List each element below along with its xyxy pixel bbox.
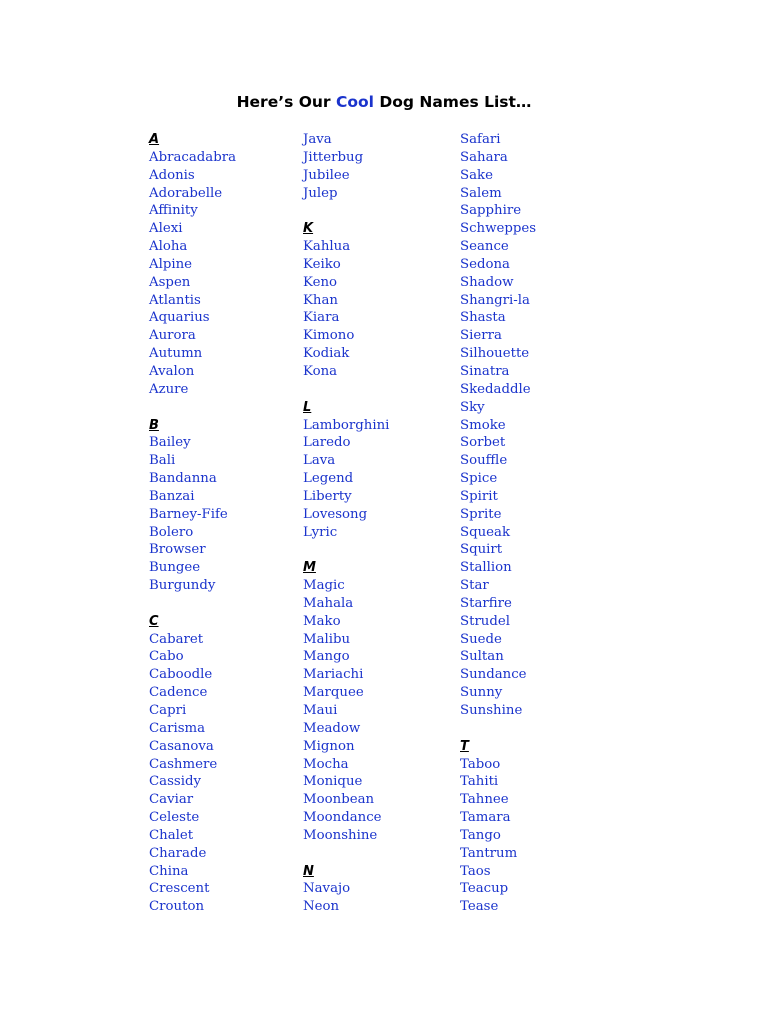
dog-name: Magic — [303, 578, 345, 594]
letter-heading: L — [303, 399, 312, 415]
dog-name: Keno — [303, 274, 338, 290]
letter-heading: N — [303, 863, 314, 879]
dog-name: Crouton — [149, 899, 205, 915]
dog-name: Stallion — [460, 560, 512, 576]
dog-name: Mango — [303, 649, 350, 665]
dog-name: Bali — [149, 453, 176, 469]
letter-group — [303, 131, 389, 202]
names-column-2 — [303, 131, 389, 916]
dog-name: Cabo — [149, 649, 184, 665]
dog-name: Julep — [303, 185, 338, 201]
dog-name: Tantrum — [460, 845, 518, 861]
dog-name: Capri — [149, 703, 187, 718]
dog-name: Silhouette — [460, 346, 530, 362]
dog-name: Navajo — [303, 881, 351, 897]
title-accent: Cool — [335, 93, 374, 111]
dog-name: Browser — [149, 542, 206, 558]
dog-name: Monique — [303, 774, 363, 790]
dog-name: Affinity — [149, 203, 198, 219]
dog-name: Suede — [460, 631, 502, 647]
letter-group — [460, 131, 536, 720]
dog-name: Bandanna — [149, 471, 217, 487]
dog-name: Tahnee — [460, 792, 509, 808]
dog-name: Liberty — [303, 488, 352, 504]
dog-name: Spice — [460, 471, 498, 487]
dog-name: Safari — [460, 132, 501, 147]
dog-name: Alexi — [149, 221, 183, 237]
dog-name: Atlantis — [149, 292, 201, 308]
dog-name: Teacup — [460, 881, 509, 897]
dog-name: Kahlua — [303, 239, 351, 255]
dog-name: Cadence — [149, 685, 208, 701]
letter-group — [149, 417, 236, 595]
dog-name: Khan — [303, 292, 338, 308]
dog-name: Lovesong — [303, 506, 368, 522]
letter-group — [303, 559, 389, 845]
dog-name: Tahiti — [460, 774, 499, 790]
letter-heading: A — [149, 132, 160, 147]
dog-name: Seance — [460, 239, 509, 255]
dog-name: Sprite — [460, 506, 502, 522]
title-suffix: Dog Names List… — [373, 93, 532, 111]
dog-name: Chalet — [149, 827, 194, 843]
dog-name: Aurora — [149, 328, 196, 344]
dog-name: Bungee — [149, 560, 201, 576]
dog-name: Casanova — [149, 738, 214, 754]
dog-name: Schweppes — [460, 221, 537, 237]
dog-name: Shangri-la — [460, 292, 530, 308]
dog-name: Salem — [460, 185, 502, 201]
title-prefix: Here’s Our — [236, 93, 336, 111]
dog-name: Taboo — [460, 756, 501, 772]
dog-name: Adonis — [149, 167, 195, 183]
dog-name: Meadow — [303, 720, 361, 736]
dog-name: Sinatra — [460, 363, 510, 379]
dog-name: Kimono — [303, 328, 355, 344]
dog-name: Sapphire — [460, 203, 522, 219]
dog-name: Shadow — [460, 274, 514, 290]
dog-name: Tango — [460, 827, 501, 843]
dog-name: Aloha — [149, 239, 188, 255]
dog-name: Sake — [460, 167, 493, 183]
dog-name: Maui — [303, 703, 338, 718]
dog-name: Laredo — [303, 435, 351, 451]
dog-name: Caboodle — [149, 667, 213, 683]
letter-heading: T — [460, 738, 469, 754]
dog-name: Sundance — [460, 667, 527, 683]
dog-name: Sunny — [460, 685, 503, 701]
dog-name: Strudel — [460, 613, 511, 629]
dog-name: Abracadabra — [149, 149, 237, 165]
dog-name: Squirt — [460, 542, 503, 558]
dog-name: Spirit — [460, 488, 498, 504]
dog-name: Lamborghini — [303, 417, 390, 433]
dog-name: China — [149, 863, 189, 879]
dog-name: Cashmere — [149, 756, 218, 772]
dog-name: Kona — [303, 363, 338, 379]
dog-name: Mahala — [303, 595, 354, 611]
dog-name: Caviar — [149, 792, 194, 808]
dog-name: Avalon — [149, 363, 195, 379]
dog-name: Kodiak — [303, 346, 350, 362]
dog-name: Banzai — [149, 488, 195, 504]
dog-name: Legend — [303, 471, 354, 487]
names-column-3 — [460, 131, 536, 916]
dog-name: Sahara — [460, 149, 508, 165]
dog-name: Taos — [460, 863, 491, 879]
dog-name: Aspen — [149, 274, 191, 290]
dog-name: Lyric — [303, 524, 338, 540]
dog-name: Kiara — [303, 310, 340, 326]
dog-name: Jitterbug — [303, 149, 364, 165]
dog-name: Sunshine — [460, 703, 523, 718]
dog-name: Java — [303, 132, 332, 147]
dog-name: Crescent — [149, 881, 210, 897]
dog-name: Malibu — [303, 631, 351, 647]
names-column-1 — [149, 131, 236, 916]
dog-name: Marquee — [303, 685, 364, 701]
letter-heading: M — [303, 560, 316, 576]
dog-name: Star — [460, 578, 489, 594]
dog-name: Starfire — [460, 595, 512, 611]
letter-group — [460, 738, 536, 916]
dog-name: Mignon — [303, 738, 355, 754]
dog-name: Lava — [303, 453, 336, 469]
letter-heading: C — [149, 613, 159, 629]
dog-name: Moonshine — [303, 827, 378, 843]
dog-name: Souffle — [460, 453, 508, 469]
dog-name: Moondance — [303, 810, 382, 826]
dog-name: Shasta — [460, 310, 506, 326]
dog-name: Moonbean — [303, 792, 375, 808]
dog-name: Celeste — [149, 810, 200, 826]
dog-name: Neon — [303, 899, 340, 915]
dog-name: Sedona — [460, 256, 510, 272]
letter-group — [303, 863, 389, 917]
dog-name: Squeak — [460, 524, 511, 540]
letter-group — [303, 220, 389, 381]
dog-name: Mako — [303, 613, 341, 629]
dog-name: Cabaret — [149, 631, 204, 647]
dog-name: Sky — [460, 399, 485, 415]
dog-name: Mariachi — [303, 667, 364, 683]
dog-name: Alpine — [149, 256, 193, 272]
dog-name: Barney-Fife — [149, 506, 228, 522]
dog-name: Cassidy — [149, 774, 202, 790]
dog-name: Carisma — [149, 720, 206, 736]
page-title — [0, 93, 768, 111]
dog-name: Bolero — [149, 524, 194, 540]
dog-name: Burgundy — [149, 578, 216, 594]
dog-name: Sultan — [460, 649, 504, 665]
letter-group — [149, 613, 236, 916]
dog-name: Sierra — [460, 328, 502, 344]
dog-name: Tease — [460, 899, 499, 915]
dog-name: Skedaddle — [460, 381, 531, 397]
dog-name: Charade — [149, 845, 207, 861]
dog-name: Bailey — [149, 435, 191, 451]
dog-name: Aquarius — [149, 310, 210, 326]
dog-name: Azure — [149, 381, 189, 397]
dog-name: Keiko — [303, 256, 341, 272]
dog-name: Autumn — [149, 346, 203, 362]
letter-heading: K — [303, 221, 314, 237]
dog-name: Jubilee — [303, 167, 350, 183]
dog-name: Smoke — [460, 417, 506, 433]
dog-name: Tamara — [460, 810, 511, 826]
letter-group — [303, 399, 389, 542]
letter-heading: B — [149, 417, 159, 433]
dog-name: Sorbet — [460, 435, 506, 451]
letter-group — [149, 131, 236, 399]
dog-name: Mocha — [303, 756, 349, 772]
dog-name: Adorabelle — [149, 185, 223, 201]
